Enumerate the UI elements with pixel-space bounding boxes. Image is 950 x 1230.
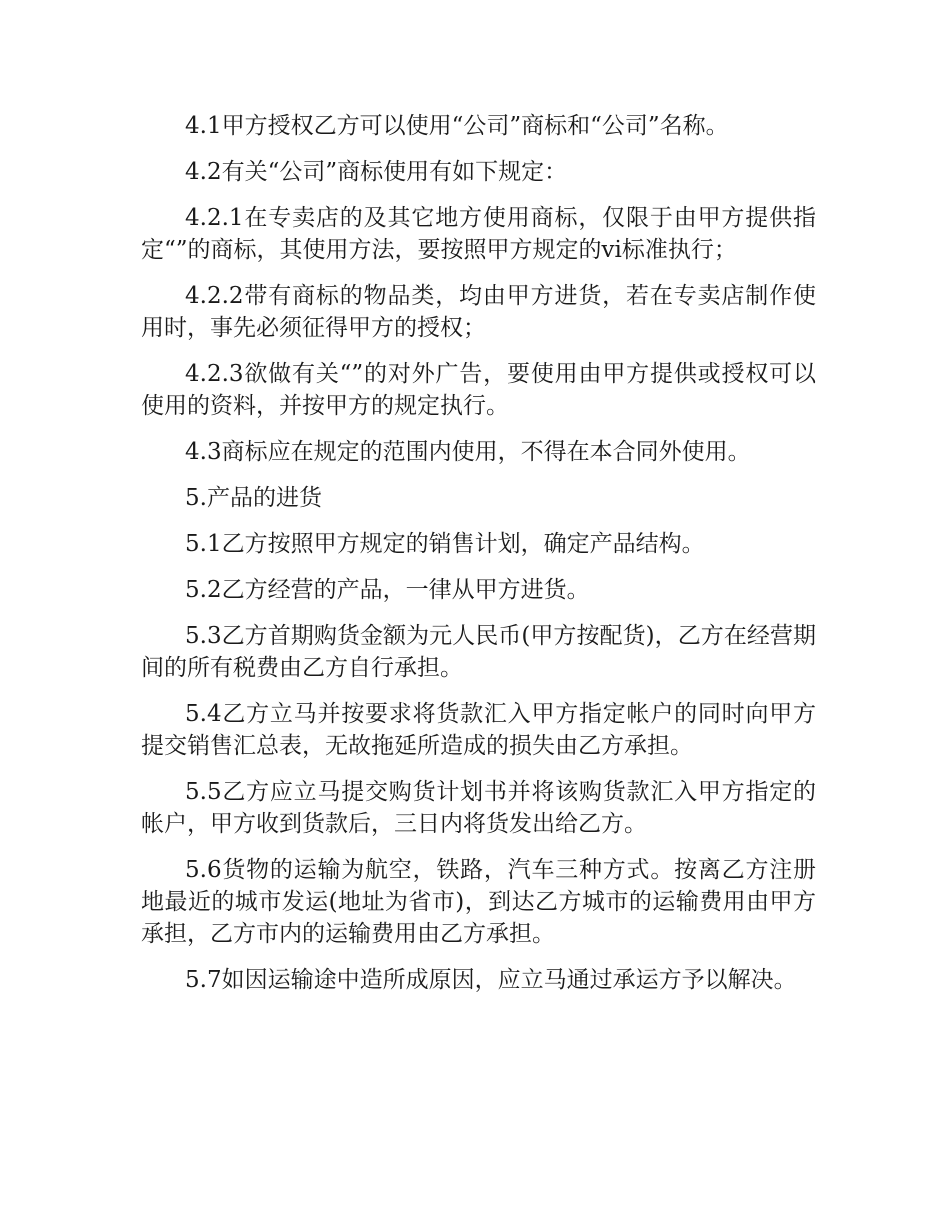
- clause-4-2-1: 4.2.1在专卖店的及其它地方使用商标，仅限于由甲方提供指定“”的商标，其使用方法，要按照甲方规定的vi标准执行；: [141, 205, 816, 263]
- clause-5-5: 5.5乙方应立马提交购货计划书并将该购货款汇入甲方指定的帐户，甲方收到货款后，三日内将货发出给乙方。: [141, 779, 816, 837]
- clause-5-7: 5.7如因运输途中造所成原因，应立马通过承运方予以解决。: [185, 967, 797, 993]
- section-5-heading: 5.产品的进货: [185, 485, 322, 511]
- clause-5-1: 5.1乙方按照甲方规定的销售计划，确定产品结构。: [185, 531, 705, 557]
- clause-5-4: 5.4乙方立马并按要求将货款汇入甲方指定帐户的同时向甲方提交销售汇总表，无故拖延所造成的损失由乙方承担。: [141, 701, 816, 759]
- clause-4-3: 4.3商标应在规定的范围内使用，不得在本合同外使用。: [185, 439, 751, 465]
- clause-4-2: 4.2有关“公司”商标使用有如下规定：: [185, 159, 568, 185]
- document-body: [141, 110, 816, 1010]
- clause-5-6: 5.6货物的运输为航空，铁路，汽车三种方式。按离乙方注册地最近的城市发运(地址为省市)，到达乙方城市的运输费用由甲方承担，乙方市内的运输费用由乙方承担。: [141, 857, 816, 947]
- clause-4-1: 4.1甲方授权乙方可以使用“公司”商标和“公司”名称。: [185, 113, 729, 139]
- clause-4-2-3: 4.2.3欲做有关“”的对外广告，要使用由甲方提供或授权可以使用的资料，并按甲方的规定执行。: [141, 361, 816, 419]
- clause-5-3: 5.3乙方首期购货金额为元人民币(甲方按配货)，乙方在经营期间的所有税费由乙方自行承担。: [141, 623, 816, 681]
- clause-5-2: 5.2乙方经营的产品，一律从甲方进货。: [185, 577, 590, 603]
- clause-4-2-2: 4.2.2带有商标的物品类，均由甲方进货，若在专卖店制作使用时，事先必须征得甲方的授权；: [141, 283, 816, 341]
